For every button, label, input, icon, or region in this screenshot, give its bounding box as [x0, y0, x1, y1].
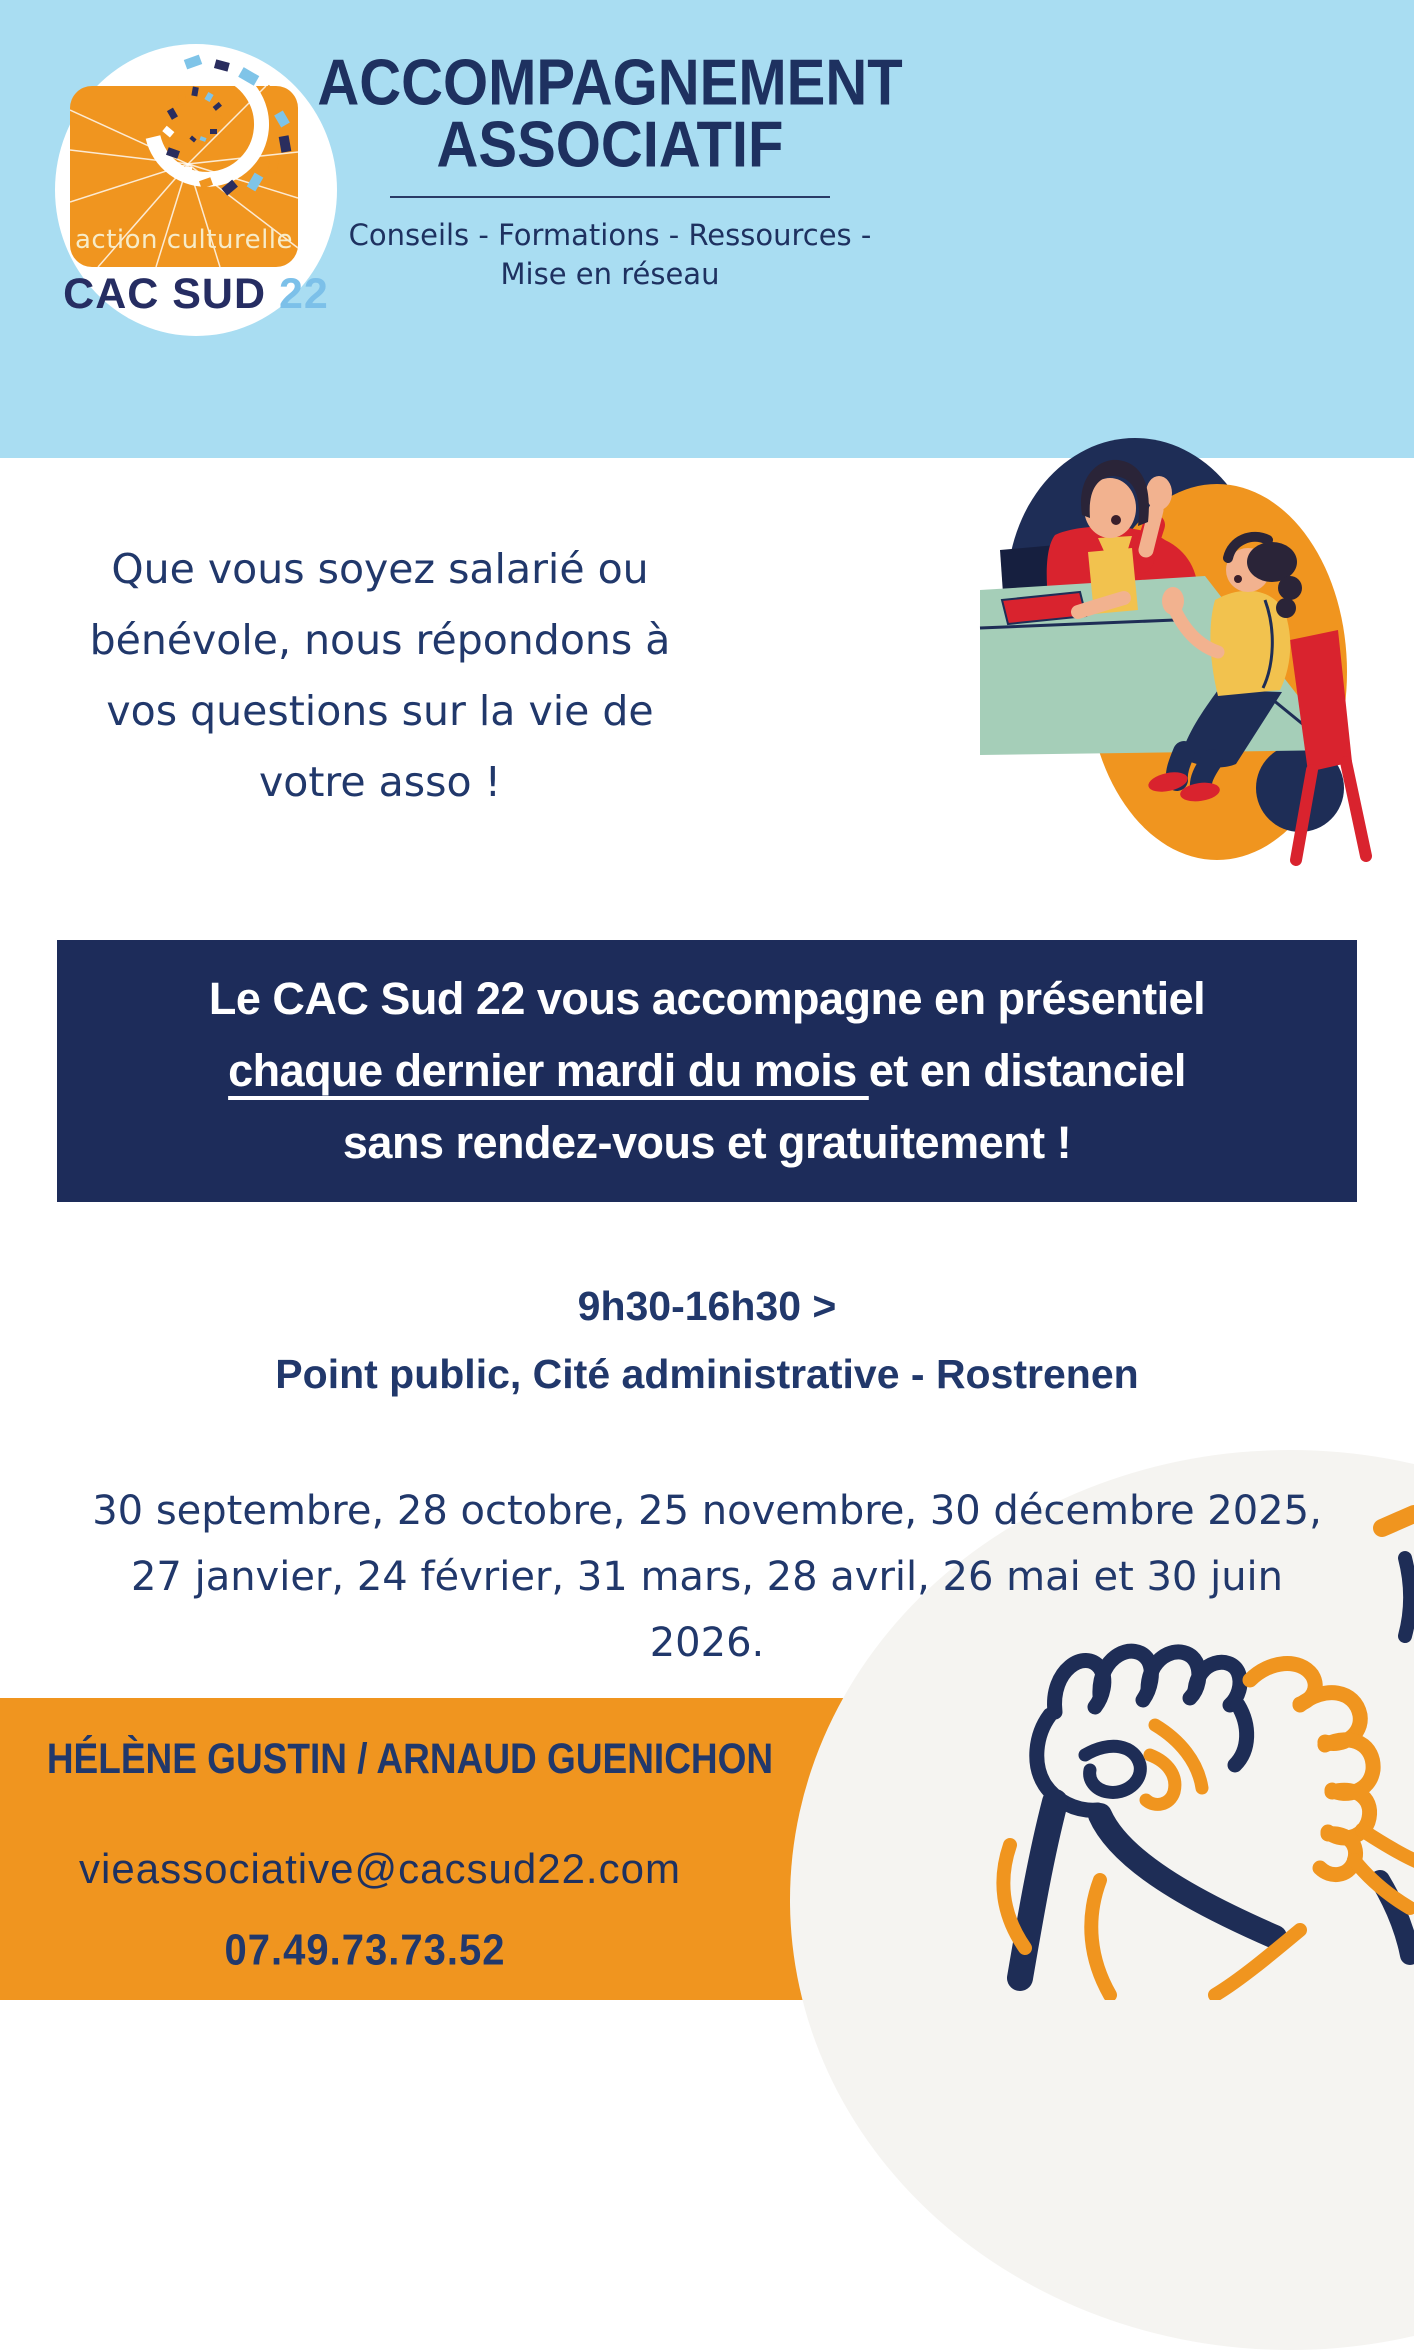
- logo-wordmark: [55, 270, 337, 319]
- schedule-place: Point public, Cité administrative - Rostrenen: [275, 1351, 1139, 1397]
- subtitle-line1: Conseils - Formations - Ressources -: [348, 218, 872, 252]
- intro-line: votre asso !: [258, 758, 502, 806]
- contact-email: vieassociative@cacsud22.com: [79, 1845, 681, 1892]
- logo-wordmark-number: 22: [279, 270, 329, 318]
- page-title-line2: ASSOCIATIF: [436, 108, 784, 181]
- dates-line: 27 janvier, 24 février, 31 mars, 28 avril, 26 mai et 30 juin: [130, 1554, 1284, 1600]
- banner-line1: Le CAC Sud 22 vous accompagne en présentiel: [208, 973, 1206, 1024]
- intro-paragraph: [60, 534, 700, 818]
- banner-line3: sans rendez-vous et gratuitement !: [342, 1117, 1072, 1168]
- logo-confetti-spiral-icon: [125, 49, 315, 219]
- contact-names: HÉLÈNE GUSTIN / ARNAUD GUENICHON: [46, 1734, 774, 1782]
- title-divider: [390, 196, 830, 198]
- banner-underlined-text: chaque dernier mardi du mois: [228, 1045, 869, 1096]
- title-block: [290, 46, 930, 294]
- meeting-illustration: [960, 430, 1400, 870]
- highlight-banner: [57, 940, 1357, 1202]
- dates-line: 2026.: [649, 1620, 765, 1666]
- dates-line: 30 septembre, 28 octobre, 25 novembre, 30 décembre 2025,: [92, 1488, 1322, 1534]
- intro-line: Que vous soyez salarié ou: [111, 545, 649, 593]
- logo-wordmark-main: CAC SUD: [63, 270, 267, 318]
- intro-line: vos questions sur la vie de: [106, 687, 654, 735]
- banner-line2-rest: et en distanciel: [868, 1045, 1186, 1096]
- dates-block: [0, 1478, 1414, 1676]
- intro-line: bénévole, nous répondons à: [89, 616, 671, 664]
- logo-tagline: action culturelle: [74, 225, 294, 255]
- cac-sud-22-logo: [55, 44, 345, 339]
- schedule-block: [0, 1272, 1414, 1408]
- page-title-line1: ACCOMPAGNEMENT: [317, 46, 903, 119]
- schedule-time: 9h30-16h30 >: [577, 1283, 837, 1329]
- contact-phone: 07.49.73.73.52: [224, 1925, 506, 1975]
- subtitle-line2: Mise en réseau: [500, 257, 720, 291]
- banner-line2: [57, 1035, 1357, 1107]
